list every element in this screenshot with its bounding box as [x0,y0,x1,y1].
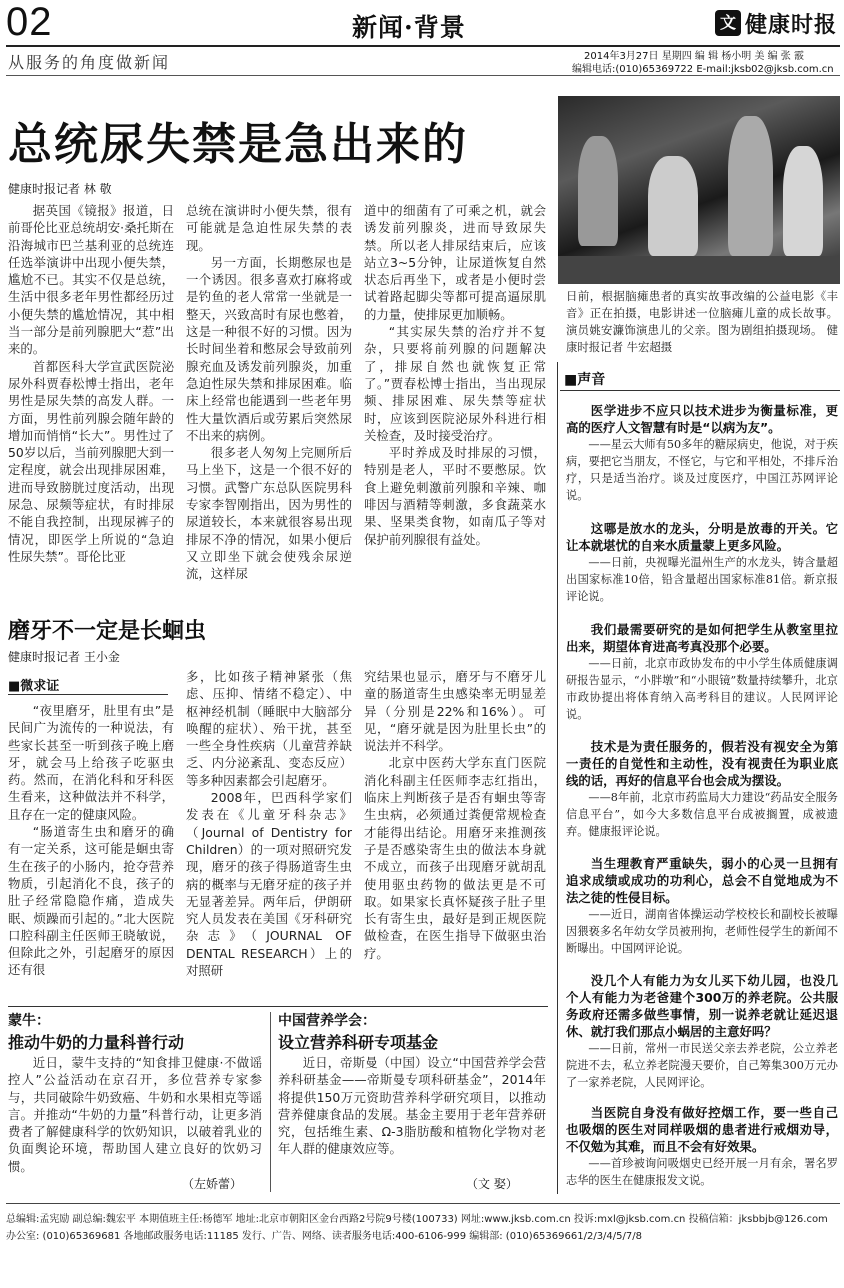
footer-staff-info: 总编辑:孟宪励 副总编:魏宏平 本期值班主任:杨德军 地址:北京市朝阳区金台西路2号院9号楼(100733) 网址:www.jksb.com.cn 投诉:mxl@jksb.com.cn 投稿信箱：jksbbjb@126.com [6,1214,828,1225]
article1-paragraph: “其实尿失禁的治疗并不复杂，只要将前列腺的问题解决了，排尿自然也就恢复正常了。”贾春松博士指出，当出现尿频、排尿困难、尿失禁等症状时，应该到医院泌尿外科进行相关检查，及时接受治疗。 [364,324,546,443]
article1-paragraph: 首都医科大学宣武医院泌尿外科贾春松博士指出，老年男性是尿失禁的高发人群。一方面，男性前列腺会随年龄的增加而悄悄“长大”。男性过了50岁以后，当前列腺肥大到一定程度，就会出现排尿困难，进而导致膀胱过度活动，出现尿急、尿频等症状，有时排尿不能自我控制，出现尿裤子的情况，即医学上所说的“急迫性尿失禁”。哥伦比亚 [8,358,174,564]
article1-paragraph: 另一方面，长期憋尿也是一个诱因。很多喜欢打麻将或是钓鱼的老人常常一坐就是一整天，兴致高时有尿也憋着，这是一种很不好的习惯。因为长时间坐着和憋尿会导致前列腺充血及诱发前列腺炎，加重急迫性尿失禁和排尿困难。临床上经常也能遇到一些老年男性大量饮酒后或劳累后突然尿不出来的病例。 [186,254,352,443]
masthead-name: 健康时报 [745,12,838,38]
masthead-logo [715,8,839,42]
voice-item [566,855,838,957]
voice-source: ——日前，央视曝光温州生产的水龙头，铸含量超出国家标准10倍，铅含量超出国家标准81倍。新京报评论说。 [566,556,838,603]
article1-column-3 [364,202,546,594]
voice-quote: 这哪是放水的龙头，分明是放毒的开关。它让本就堪忧的自来水质量蒙上更多风险。 [566,521,838,553]
article1-byline: 健康时报记者 林 敬 [8,182,112,196]
short1-kicker: 蒙牛： [8,1013,50,1029]
voice-quote: 没几个人有能力为女儿买下幼儿园，也没几个人有能力为老爸建个300万的养老院。公共服务政府还需多做些事情，别一说养老就让延迟退休、就打我们那点小蜗居的主意好吗？ [566,973,838,1039]
editor-contact: 编辑电话:(010)65369722 E-mail:jksb02@jksb.com.cn [572,64,834,75]
voice-item [566,1104,838,1189]
short2-body [278,1054,546,1174]
micro-verify-rule [8,694,168,695]
article2-headline: 磨牙不一定是长蛔虫 [8,618,207,644]
short2-kicker: 中国营养学会： [278,1013,376,1029]
article2-column-2 [186,668,352,1002]
article2-paragraph: “肠道寄生虫和磨牙的确有一定关系，这可能是蛔虫寄生在孩子的小肠内，抢夺营养物质，引起消化不良，孩子的肚子经常隐隐作痛，造成失眠、烦躁而引起的。”北大医院口腔科副主任医师王晓敏说，但除此之外，引起磨牙的原因还有很 [8,824,174,978]
article1-column-1 [8,202,174,594]
short1-title: 推动牛奶的力量科普行动 [8,1033,185,1052]
article2-paragraph: “夜里磨牙，肚里有虫”是民间广为流传的一种说法，有些家长甚至一听到孩子晚上磨牙，就会马上给孩子吃驱虫药。然而，在消化科和牙科医生看来，这种做法并不科学，且存在一定的健康风险。 [8,703,174,822]
article1-paragraph: 总统在演讲时小便失禁，很有可能就是急迫性尿失禁的表现。 [186,203,352,253]
voice-quote: 当医院自身没有做好控烟工作，要一些自己也吸烟的医生对同样吸烟的患者进行戒烟劝导，不仅勉为其难，而且不会有好效果。 [566,1105,838,1154]
voice-quote: 我们最需要研究的是如何把学生从教室里拉出来，期望体育进高考真没那个必要。 [566,622,838,654]
voice-source: ——近日，湖南省体操运动学校校长和副校长被曝因猥亵多名年幼女学员被刑拘，老师性侵学生的新闻不断曝出。中国网评论说。 [566,908,838,955]
article1-column-2 [186,202,352,594]
section-title: 新闻·背景 [352,13,466,42]
article1-paragraph: 平时养成及时排尿的习惯，特别是老人，平时不要憋尿。饮食上避免刺激前列腺和辛辣、咖啡因与酒精等刺激，多食蔬菜水果、坚果类食物，如南瓜子等对保护前列腺很有益处。 [364,445,546,547]
article2-column-1 [8,702,174,1002]
micro-verify-label: ■微求证 [8,679,60,694]
short-news-divider [270,1012,271,1192]
short2-signoff: （文 娶） [466,1177,518,1191]
masthead-mark-icon: 文 [715,10,741,36]
short1-paragraph: 近日，蒙牛支持的“知食排卫健康·不做谣控人”公益活动在京召开，多位营养专家参与，共同破除牛奶致癌、牛奶和水果相克等谣言。并推动“牛奶的力量”科普行动，让更多消费者了解健康科学的饮奶知识，以破着乳业的负面舆论环境，帮助国人建立良好的饮奶习惯。 [8,1055,262,1174]
voice-source: ——首珍被询问吸烟史已经开展一月有余，署名罗志华的医生在健康报发文说。 [566,1157,838,1187]
short1-body [8,1054,262,1174]
voice-quote: 技术是为责任服务的，假若没有视安全为第一责任的自觉性和主动性，没有视责任为职业底线的话，再好的信息平台也会成为摆设。 [566,739,838,788]
voice-item [566,402,838,504]
voice-title-rule [560,390,840,391]
footer-contact-info: 办公室: (010)65369681 各地邮政服务电话:11185 发行、广告、网络、读者服务电话:400-6106-999 编辑部: (010)65369661/2/3/4/5/7/8 [6,1231,642,1242]
article1-paragraph: 很多老人匆匆上完厕所后马上坐下，这是一个很不好的习惯。武警广东总队医院男科专家李智刚指出，因为男性的尿道较长，本来就很容易出现排尿不净的情况，如果小便后又立即坐下就会使残余尿逆流，这样尿 [186,445,352,582]
short2-paragraph: 近日，帝斯曼（中国）设立“中国营养学会营养科研基金——帝斯曼专项科研基金”，2014年将提供150万元资助营养科学研究项目，以推动营养健康食品的发展。基金主要用于老年营养研究，包括维生素、Ω-3脂肪酸和植物化学物对老年人群的健康效应等。 [278,1055,546,1157]
article1-paragraph: 据英国《镜报》报道，日前哥伦比亚总统胡安·桑托斯在沿海城市巴兰基利亚的总统连任选举演讲中出现小便失禁，尴尬不已。其实不仅是总统，生活中很多老年男性都经历过小便失禁的尴尬情况，其中相当一部分是前列腺肥大“惹”出来的。 [8,203,174,357]
slogan: 从服务的角度做新闻 [8,53,171,72]
header-rule-thin [6,75,840,76]
footer-rule [6,1203,840,1204]
article2-byline: 健康时报记者 王小金 [8,650,120,664]
main-headline: 总统尿失禁是急出来的 [8,119,468,170]
voice-section-title: ■声音 [564,372,606,388]
voice-quote: 当生理教育严重缺失，弱小的心灵一旦拥有追求成绩或成功的功利心，总会不自觉地成为不法之徒的性侵目标。 [566,856,838,905]
short1-signoff: （左娇蕾） [182,1177,243,1191]
voice-source: ——星云大师有50多年的糖尿病史，他说，对于疾病，要把它当朋友，不怪它，与它和平相处，不排斥治疗，只是适当治疗。谈及过度医疗，中国江苏网评论说。 [566,438,838,502]
news-photo [558,96,840,284]
article2-paragraph: 多，比如孩子精神紧张（焦虑、压抑、情绪不稳定）、中枢神经机制（睡眠中大脑部分唤醒的症状）、殆干扰，甚至一些全身性疾病（儿童营养缺乏、内分泌紊乱、变态反应）等多种因素都会引起磨牙。 [186,669,352,788]
voice-quote: 医学进步不应只以技术进步为衡量标准，更高的医疗人文智慧有时是“以病为友”。 [566,403,838,435]
voice-item [566,738,838,840]
article2-paragraph: 究结果也显示，磨牙与不磨牙儿童的肠道寄生虫感染率无明显差异（分别是22%和16%）。可见，“磨牙就是因为肚里长虫”的说法并不科学。 [364,669,546,754]
voice-item [566,972,838,1091]
voice-source: ——8年前，北京市药监局大力建设“药品安全服务信息平台”，如今大多数信息平台成被搁置，成被遗弃。健康报评论说。 [566,791,838,838]
short2-title: 设立营养科研专项基金 [278,1033,439,1052]
short-news-rule [8,1006,548,1007]
article2-paragraph: 2008年，巴西科学家们发表在《儿童牙科杂志》（Journal of Dentistry for Children）的一项对照研究发现，磨牙的孩子得肠道寄生虫病的概率与无磨牙症的孩子并无显著差异。两年后，伊朗研究人员发表在美国《牙科研究杂志》（JOURNAL OF DENTAL RESEARCH）上的对照研 [186,790,352,979]
photo-caption: 日前，根据脑瘫患者的真实故事改编的公益电影《丰音》正在拍摄，电影讲述一位脑瘫儿童的成长故事。演员姚安濂饰演患儿的父亲。图为剧组拍摄现场。 健康时报记者 牛宏超摄 [566,289,838,354]
article1-paragraph: 道中的细菌有了可乘之机，就会诱发前列腺炎，进而导致尿失禁。所以老人排尿结束后，应该站立3~5分钟，让尿道恢复自然状态后再坐下，或者是小便时尝试着路起脚尖等都可提高逼尿肌的力量，使排尿更加顺畅。 [364,203,546,322]
voice-item [566,621,838,723]
article2-column-3 [364,668,546,1002]
voice-source: ——日前，北京市政协发布的中小学生体质健康调研报告显示，“小胖墩”和“小眼镜”数量持续攀升，北京市政协提出将体育纳入高考科目的建议。人民网评论说。 [566,657,838,721]
page-number: 02 [6,0,53,44]
issue-date-editors: 2014年3月27日 星期四 编 辑 杨小明 美 编 张 霰 [584,51,804,62]
article2-paragraph: 北京中医药大学东直门医院消化科副主任医师李志红指出，临床上判断孩子是否有蛔虫等寄生虫病，必须通过粪便常规检查才能得出结论。用磨牙来推测孩子是否感染寄生虫的做法本身就不成立，而孩子出现磨牙就胡乱使用驱虫药物的做法更是不可取。如果家长真怀疑孩子肚子里长有寄生虫，最好是到正规医院做检查，在医生指导下做驱虫治疗。 [364,755,546,961]
voice-item [566,520,838,605]
voice-source: ——日前，常州一市民送父亲去养老院，公立养老院进不去，私立养老院漫天要价，自己筹集300万元办了一家养老院，人民网评论。 [566,1042,838,1089]
